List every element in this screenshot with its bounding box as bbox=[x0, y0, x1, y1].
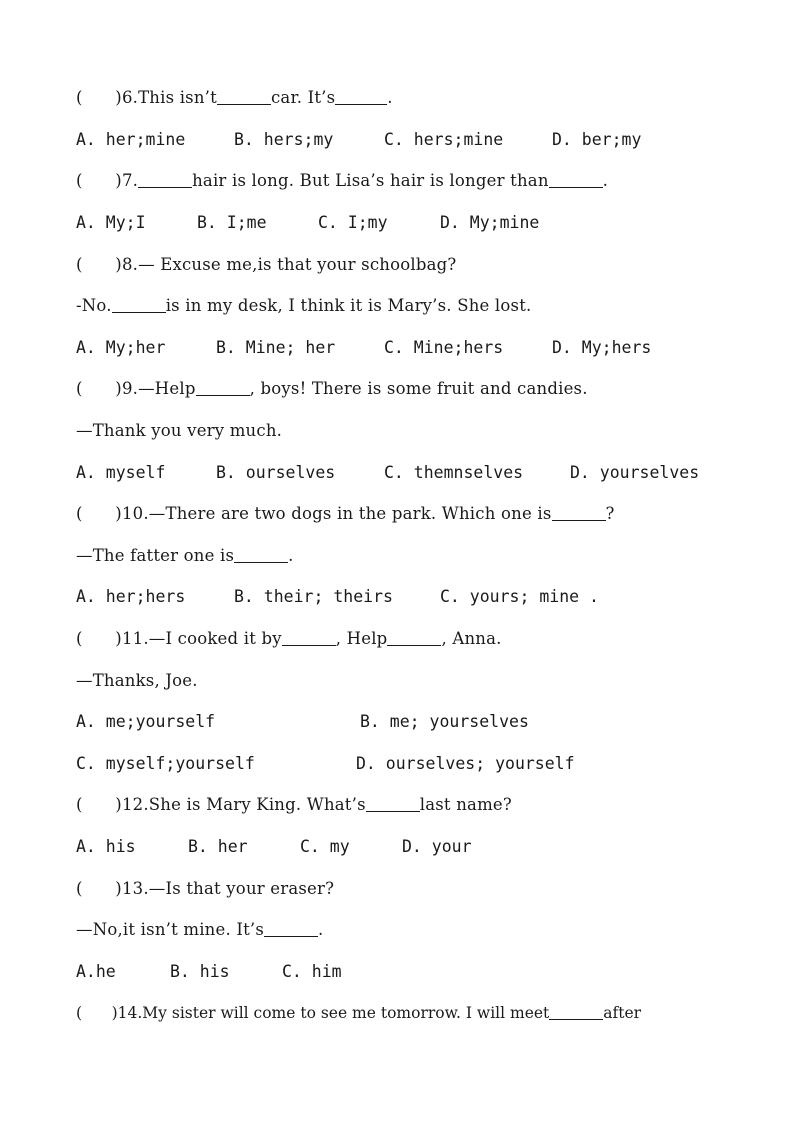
question-text: ? bbox=[605, 504, 615, 523]
question-text: ( )7. bbox=[76, 171, 139, 190]
option-c: C. him bbox=[282, 962, 342, 981]
question-text: , Anna. bbox=[441, 629, 502, 648]
question-text: ( )13.—Is that your eraser? bbox=[76, 879, 335, 898]
question-text: last name? bbox=[419, 795, 512, 814]
answer-blank[interactable] bbox=[387, 629, 441, 646]
question-text: hair is long. But Lisa’s hair is longer than bbox=[192, 171, 549, 190]
question-11-stem bbox=[76, 627, 502, 651]
option-d: D. your bbox=[402, 837, 472, 856]
question-7-stem bbox=[76, 169, 608, 193]
option-d: D. ber;my bbox=[552, 130, 642, 149]
option-b: B. their; theirs bbox=[234, 587, 393, 606]
question-13-reply bbox=[76, 918, 323, 942]
answer-blank[interactable] bbox=[366, 795, 420, 812]
question-text: car. It’s bbox=[270, 88, 336, 107]
answer-blank[interactable] bbox=[112, 296, 166, 313]
option-c: C. myself;yourself bbox=[76, 754, 255, 773]
answer-blank[interactable] bbox=[335, 88, 387, 105]
option-b: B. hers;my bbox=[234, 130, 334, 149]
question-text: ( )10.—There are two dogs in the park. Which one is bbox=[76, 504, 552, 523]
question-text: . bbox=[387, 88, 393, 107]
option-b: B. me; yourselves bbox=[360, 712, 529, 731]
question-6-stem bbox=[76, 86, 393, 110]
answer-blank[interactable] bbox=[234, 546, 288, 563]
option-d: D. My;mine bbox=[440, 213, 540, 232]
question-text: —Thanks, Joe. bbox=[76, 671, 198, 690]
option-a: A. My;I bbox=[76, 213, 146, 232]
question-text: , Help bbox=[335, 629, 388, 648]
question-text: -No. bbox=[76, 296, 112, 315]
question-8-reply bbox=[76, 294, 531, 318]
question-text: ( )11.—I cooked it by bbox=[76, 629, 282, 648]
question-13-stem bbox=[76, 877, 334, 901]
question-text: ( )14.My sister will come to see me tomorrow. I will meet bbox=[76, 1004, 550, 1022]
option-a: A. her;mine bbox=[76, 130, 186, 149]
option-c: C. themnselves bbox=[384, 463, 524, 482]
question-text: , boys! There is some fruit and candies. bbox=[249, 379, 588, 398]
option-b: B. ourselves bbox=[216, 463, 336, 482]
option-b: B. Mine; her bbox=[216, 338, 336, 357]
question-text: . bbox=[288, 546, 294, 565]
option-d: D. My;hers bbox=[552, 338, 652, 357]
answer-blank[interactable] bbox=[282, 629, 336, 646]
answer-blank[interactable] bbox=[264, 920, 318, 937]
option-c: C. yours; mine . bbox=[440, 587, 599, 606]
option-a: A. My;her bbox=[76, 338, 166, 357]
answer-blank[interactable] bbox=[552, 504, 606, 521]
option-b: B. I;me bbox=[197, 213, 267, 232]
answer-blank[interactable] bbox=[196, 379, 250, 396]
answer-blank[interactable] bbox=[138, 171, 192, 188]
option-c: C. I;my bbox=[318, 213, 388, 232]
question-9-reply bbox=[76, 419, 282, 443]
option-a: A. myself bbox=[76, 463, 166, 482]
question-text: is in my desk, I think it is Mary’s. She lost. bbox=[165, 296, 532, 315]
question-text: ( )9.—Help bbox=[76, 379, 196, 398]
option-b: B. her bbox=[188, 837, 248, 856]
option-b: B. his bbox=[170, 962, 230, 981]
option-d: D. yourselves bbox=[570, 463, 700, 482]
option-d: D. ourselves; yourself bbox=[356, 754, 575, 773]
option-a: A. me;yourself bbox=[76, 712, 216, 731]
question-text: —Thank you very much. bbox=[76, 421, 283, 440]
question-10-reply bbox=[76, 544, 294, 568]
question-14-stem bbox=[76, 1001, 641, 1025]
question-8-stem bbox=[76, 253, 456, 277]
option-a: A.he bbox=[76, 962, 116, 981]
question-9-stem bbox=[76, 377, 588, 401]
question-12-stem bbox=[76, 793, 512, 817]
option-a: A. her;hers bbox=[76, 587, 186, 606]
question-text: . bbox=[318, 920, 324, 939]
answer-blank[interactable] bbox=[549, 1003, 603, 1020]
answer-blank[interactable] bbox=[549, 171, 603, 188]
option-c: C. my bbox=[300, 837, 350, 856]
question-text: ( )8.— Excuse me,is that your schoolbag? bbox=[76, 255, 457, 274]
question-text: —The fatter one is bbox=[76, 546, 235, 565]
question-11-reply bbox=[76, 669, 198, 693]
option-c: C. hers;mine bbox=[384, 130, 504, 149]
option-c: C. Mine;hers bbox=[384, 338, 504, 357]
answer-blank[interactable] bbox=[217, 88, 271, 105]
question-text: ( )12.She is Mary King. What’s bbox=[76, 795, 366, 814]
option-a: A. his bbox=[76, 837, 136, 856]
question-10-stem bbox=[76, 502, 615, 526]
question-text: after bbox=[603, 1004, 642, 1022]
question-text: ( )6.This isn’t bbox=[76, 88, 217, 107]
question-text: —No,it isn’t mine. It’s bbox=[76, 920, 265, 939]
question-text: . bbox=[602, 171, 609, 190]
